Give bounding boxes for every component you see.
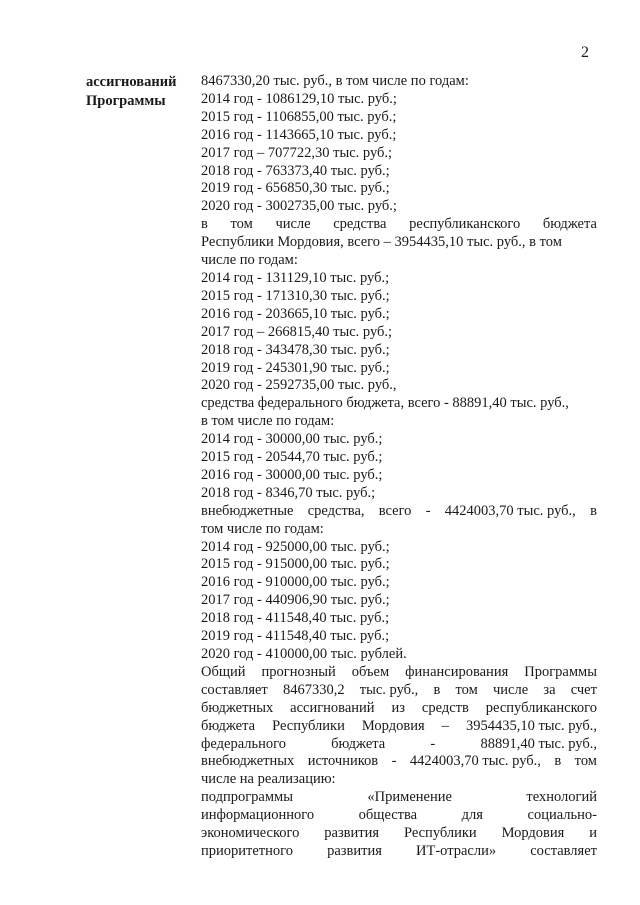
word: 3954435,10 тыс. руб.,	[465, 717, 597, 734]
label-line-2: Программы	[86, 93, 166, 110]
text-line: 2020 год - 3002735,00 тыс. руб.;	[201, 198, 397, 215]
text-line: 2015 год - 1106855,00 тыс. руб.;	[201, 108, 397, 125]
word: подпрограммы	[201, 789, 293, 806]
text-line: Республики Мордовия, всего – 3954435,10 тыс. руб., в том	[201, 234, 562, 251]
word: 8467330,2	[282, 681, 345, 698]
word: том	[230, 216, 253, 233]
word: внебюджетные	[201, 502, 294, 519]
word: «Применение	[367, 789, 452, 806]
word: развития	[327, 842, 382, 859]
text-line: 2020 год - 410000,00 тыс. рублей.	[201, 646, 407, 662]
word: Республики	[272, 717, 345, 734]
text-line: 2019 год - 656850,30 тыс. руб.;	[201, 180, 390, 197]
label-line-1: ассигнований	[86, 74, 177, 90]
word: составляет	[530, 842, 597, 859]
text-line: 2018 год - 763373,40 тыс. руб.;	[201, 162, 390, 179]
text-line: 8467330,20 тыс. руб., в том числе по годам:	[201, 73, 469, 89]
word: тыс. руб.,	[359, 681, 419, 698]
text-line: 2019 год - 245301,90 тыс. руб.;	[201, 359, 390, 376]
word: 4424003,70 тыс. руб.,	[444, 502, 576, 519]
word: –	[441, 717, 449, 734]
word: числе	[275, 216, 311, 233]
word: федерального	[201, 735, 286, 752]
text-line-justified	[201, 843, 597, 861]
word: республиканского	[485, 699, 597, 716]
text-line-justified	[201, 664, 597, 682]
word: составляет	[201, 681, 268, 698]
word: развития	[324, 825, 380, 842]
word: информационного	[201, 807, 315, 824]
word: за	[543, 681, 556, 698]
word: -	[430, 735, 436, 752]
word: социально-	[527, 807, 597, 824]
text-line: 2016 год - 1143665,10 тыс. руб.;	[201, 126, 397, 143]
word: общества	[358, 807, 418, 824]
word: всего	[378, 502, 412, 519]
text-line: числе по годам:	[201, 252, 298, 269]
text-line: том числе по годам:	[201, 520, 324, 537]
word: экономического	[201, 825, 300, 842]
text-line: 2018 год - 411548,40 тыс. руб.;	[201, 610, 390, 627]
text-line-justified	[201, 736, 597, 754]
text-line: 2014 год - 925000,00 тыс. руб.;	[201, 538, 390, 555]
word: в	[590, 502, 597, 519]
text-line: 2014 год - 1086129,10 тыс. руб.;	[201, 90, 397, 107]
text-line: 2018 год - 343478,30 тыс. руб.;	[201, 341, 390, 358]
word: источников	[307, 753, 379, 770]
word: том	[455, 681, 478, 698]
page-number: 2	[581, 44, 589, 61]
word: бюджета	[331, 735, 386, 752]
text-line-justified	[201, 789, 597, 807]
text-line-justified	[201, 753, 597, 771]
text-line: средства федерального бюджета, всего - 88891,40 тыс. руб.,	[201, 395, 569, 412]
text-line-justified	[201, 682, 597, 700]
word: числе	[493, 681, 529, 698]
word: в	[201, 216, 208, 233]
word: в	[554, 753, 562, 770]
word: 88891,40 тыс. руб.,	[480, 735, 597, 752]
word: объем	[351, 663, 390, 680]
text-line: 2017 год – 707722,30 тыс. руб.;	[201, 144, 393, 161]
text-line-justified	[201, 216, 597, 234]
table-label-column	[86, 73, 198, 112]
text-line: 2015 год - 20544,70 тыс. руб.;	[201, 449, 383, 466]
word: средства,	[307, 502, 365, 519]
text-line-justified	[201, 825, 597, 843]
text-line: 2019 год - 411548,40 тыс. руб.;	[201, 628, 390, 645]
text-line: 2015 год - 171310,30 тыс. руб.;	[201, 287, 390, 304]
text-line: 2017 год – 266815,40 тыс. руб.;	[201, 323, 393, 340]
text-line: 2015 год - 915000,00 тыс. руб.;	[201, 556, 390, 573]
text-line-justified	[201, 700, 597, 718]
text-line: 2016 год - 30000,00 тыс. руб.;	[201, 466, 383, 483]
word: Мордовия	[501, 825, 565, 842]
text-line: 2018 год - 8346,70 тыс. руб.;	[201, 484, 376, 501]
word: прогнозный	[261, 663, 336, 680]
word: бюджета	[542, 216, 597, 233]
text-line: в том числе по годам:	[201, 413, 335, 430]
text-line-justified	[201, 807, 597, 825]
word: приоритетного	[201, 842, 293, 859]
text-line: 2016 год - 203665,10 тыс. руб.;	[201, 305, 390, 322]
text-line-justified	[201, 718, 597, 736]
word: финансирования	[405, 663, 509, 680]
word: Мордовия	[361, 717, 425, 734]
text-line-justified	[201, 503, 597, 521]
text-line: 2016 год - 910000,00 тыс. руб.;	[201, 574, 390, 591]
word: и	[589, 825, 597, 842]
word: Общий	[201, 663, 246, 680]
text-line: 2014 год - 131129,10 тыс. руб.;	[201, 269, 390, 286]
word: для	[461, 807, 483, 824]
word: в	[433, 681, 441, 698]
word: Программы	[524, 663, 597, 680]
word: счет	[570, 681, 597, 698]
word: внебюджетных	[201, 753, 295, 770]
word: средства	[333, 216, 387, 233]
text-line: 2017 год - 440906,90 тыс. руб.;	[201, 592, 390, 609]
word: республиканского	[409, 216, 521, 233]
word: из	[391, 699, 405, 716]
word: бюджета	[201, 717, 256, 734]
word: бюджетных	[201, 699, 274, 716]
word: 4424003,70 тыс. руб.,	[409, 753, 541, 770]
text-line: числе на реализацию:	[201, 771, 336, 788]
text-line: 2020 год - 2592735,00 тыс. руб.,	[201, 377, 397, 394]
word: технологий	[526, 789, 597, 806]
text-line: 2014 год - 30000,00 тыс. руб.;	[201, 431, 383, 448]
word: средств	[421, 699, 469, 716]
word: ИТ-отрасли»	[416, 842, 497, 859]
word: -	[425, 502, 431, 519]
table-value-column	[201, 73, 597, 861]
word: ассигнований	[290, 699, 375, 716]
word: Республики	[403, 825, 477, 842]
word: -	[391, 753, 397, 770]
word: том	[574, 753, 597, 770]
